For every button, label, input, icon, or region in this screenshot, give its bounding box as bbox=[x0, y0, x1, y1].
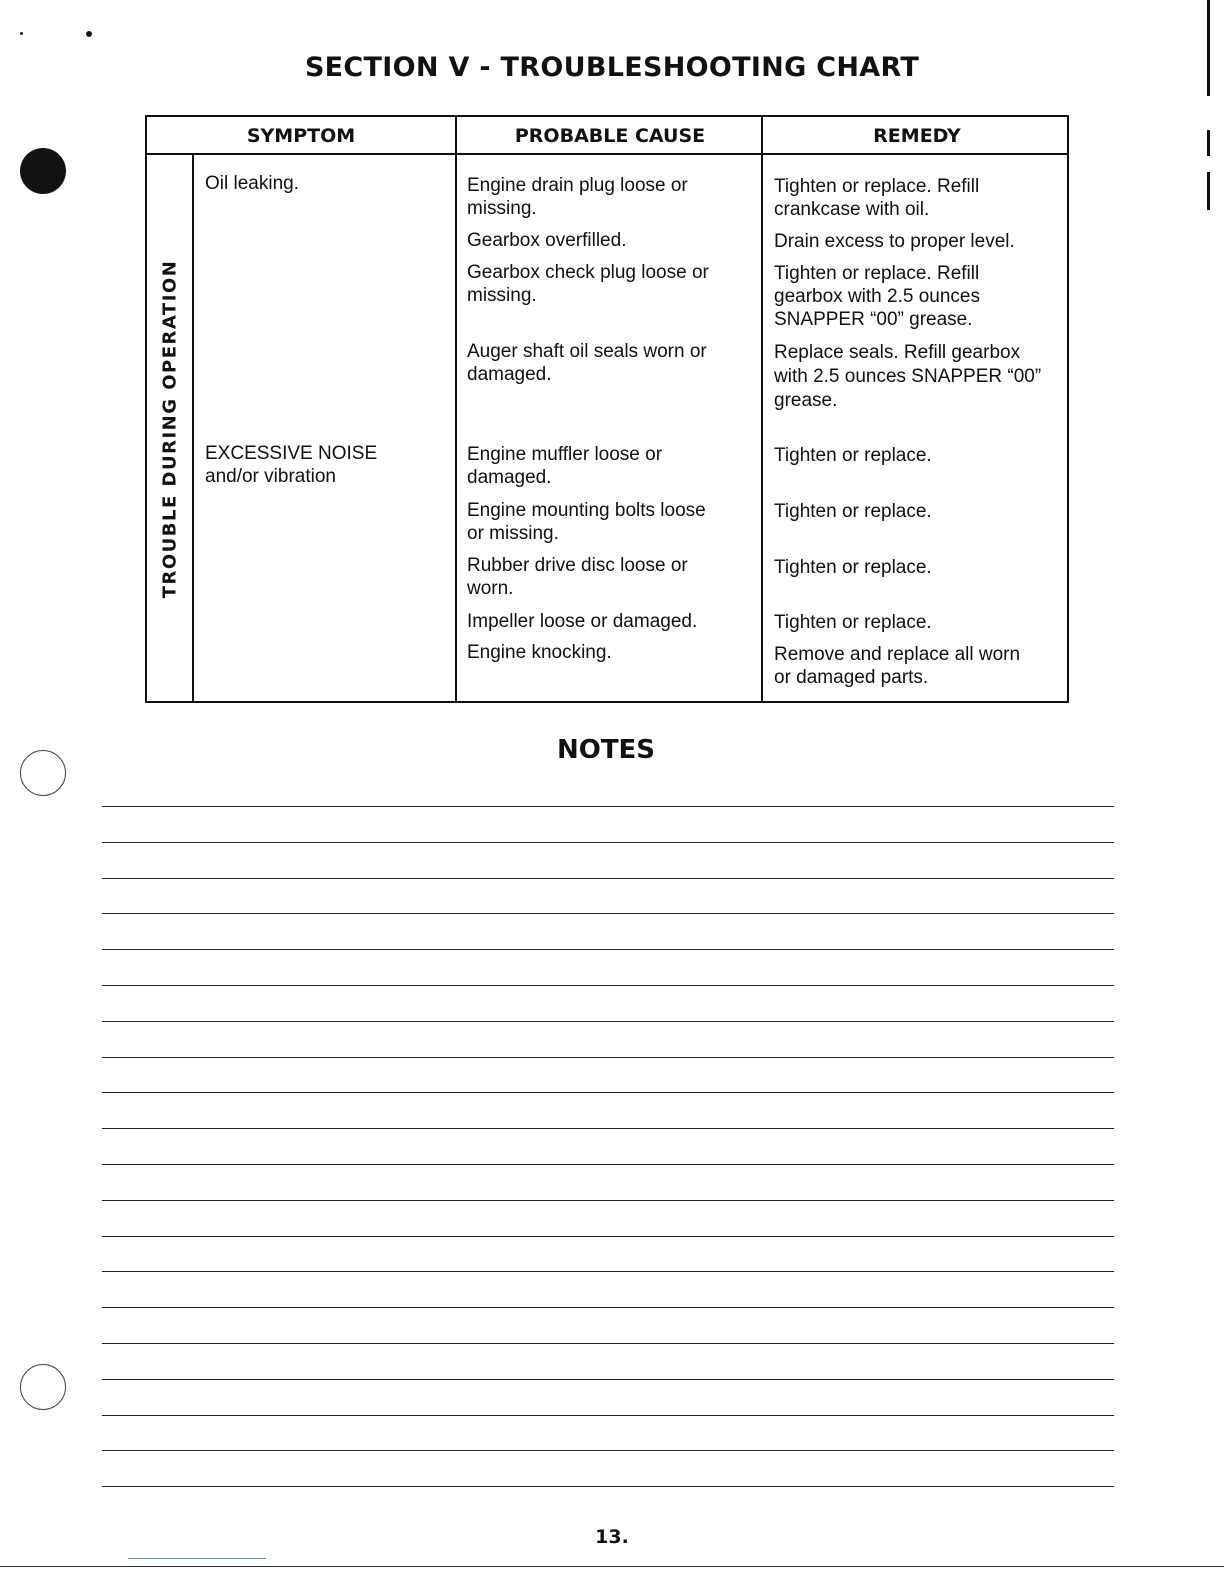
cause-row: Gearbox check plug loose or missing. bbox=[467, 262, 709, 306]
cause-row: Gearbox overfilled. bbox=[467, 230, 627, 251]
page-number: 13. bbox=[595, 1526, 629, 1548]
remedy-row: Tighten or replace. bbox=[774, 501, 932, 522]
scan-edge-right-mark bbox=[1207, 130, 1210, 156]
remedy-row: Tighten or replace. Refill crankcase with oil. bbox=[774, 176, 980, 220]
note-line bbox=[102, 806, 1114, 807]
troubleshooting-table bbox=[145, 115, 1069, 703]
cause-row: Engine knocking. bbox=[467, 642, 612, 663]
remedy-row: Remove and replace all worn or damaged parts. bbox=[774, 644, 1021, 688]
scan-edge-bottom bbox=[0, 1566, 1224, 1567]
cause-row: Engine drain plug loose or missing. bbox=[467, 175, 688, 219]
remedy-row: Replace seals. Refill gearbox with 2.5 ounces SNAPPER “00” grease. bbox=[774, 342, 1042, 411]
note-line bbox=[102, 1415, 1114, 1416]
remedy-row: Tighten or replace. bbox=[774, 445, 932, 466]
remedy-row: Tighten or replace. bbox=[774, 557, 932, 578]
notes-title: NOTES bbox=[556, 735, 656, 765]
note-line bbox=[102, 1164, 1114, 1165]
note-line bbox=[102, 1271, 1114, 1272]
note-line bbox=[102, 949, 1114, 950]
remedy-row: Tighten or replace. bbox=[774, 612, 932, 633]
note-line bbox=[102, 1307, 1114, 1308]
note-line bbox=[102, 1128, 1114, 1129]
side-label: TROUBLE DURING OPERATION bbox=[159, 259, 181, 599]
punch-hole-bottom bbox=[20, 1364, 66, 1410]
remedy-row: Drain excess to proper level. bbox=[774, 231, 1015, 252]
cause-row: Engine muffler loose or damaged. bbox=[467, 444, 663, 488]
note-line bbox=[102, 1057, 1114, 1058]
note-line bbox=[102, 1343, 1114, 1344]
header-remedy: REMEDY bbox=[873, 125, 961, 147]
page-title: SECTION V - TROUBLESHOOTING CHART bbox=[304, 52, 920, 83]
header-symptom: SYMPTOM bbox=[246, 125, 356, 147]
remedy-row: Tighten or replace. Refill gearbox with 2.5 ounces SNAPPER “00” grease. bbox=[774, 263, 980, 330]
cause-row: Impeller loose or damaged. bbox=[467, 611, 698, 632]
cause-row: Engine mounting bolts loose or missing. bbox=[467, 500, 706, 544]
note-line bbox=[102, 1486, 1114, 1487]
speck-dot-small bbox=[20, 32, 23, 35]
note-line bbox=[102, 1450, 1114, 1451]
note-line bbox=[102, 1236, 1114, 1237]
symptom-oil-leaking: Oil leaking. bbox=[205, 173, 299, 194]
side-label-column bbox=[147, 155, 193, 703]
punch-hole-filled bbox=[20, 148, 66, 194]
note-line bbox=[102, 1200, 1114, 1201]
header-probable-cause: PROBABLE CAUSE bbox=[514, 125, 706, 147]
note-line bbox=[102, 1021, 1114, 1022]
cause-row: Rubber drive disc loose or worn. bbox=[467, 555, 688, 599]
symptom-excessive-noise: EXCESSIVE NOISE and/or vibration bbox=[205, 443, 378, 487]
header-divider bbox=[147, 153, 1067, 155]
cause-row: Auger shaft oil seals worn or damaged. bbox=[467, 341, 707, 385]
column-divider-2 bbox=[761, 117, 763, 701]
note-line bbox=[102, 985, 1114, 986]
note-line bbox=[102, 842, 1114, 843]
column-divider-1 bbox=[455, 117, 457, 701]
speck-dot bbox=[86, 31, 92, 37]
scan-edge-bottom-mark bbox=[128, 1558, 266, 1559]
note-line bbox=[102, 1379, 1114, 1380]
note-line bbox=[102, 913, 1114, 914]
note-line bbox=[102, 1092, 1114, 1093]
note-line bbox=[102, 878, 1114, 879]
scan-edge-right-mark-2 bbox=[1207, 172, 1210, 210]
